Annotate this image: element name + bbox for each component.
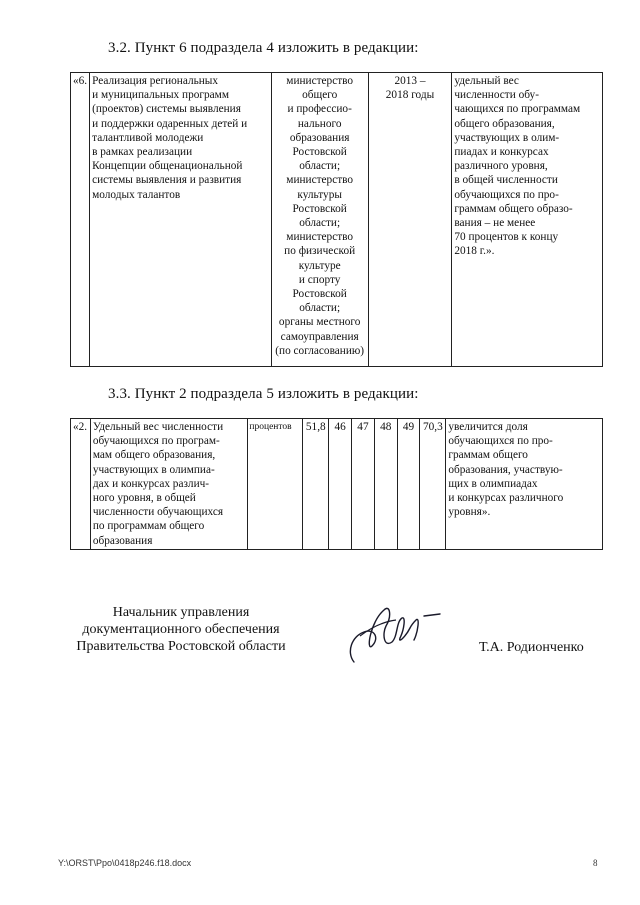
text-line: области; (299, 160, 341, 173)
text-line: Начальник управления (112, 605, 250, 620)
text-line: образования (289, 131, 350, 144)
value-cell: 51,8 (303, 419, 329, 550)
text-line: и муниципальных программ (92, 89, 229, 102)
text-line: участвующих в олим- (454, 131, 560, 144)
text-line: обучающихся по про- (448, 435, 553, 448)
text-line: области; (299, 217, 341, 230)
text-line: пиадах и конкурсах (454, 146, 549, 159)
expected-result-cell (446, 419, 603, 550)
expected-result-cell (452, 73, 603, 367)
table-row (71, 419, 603, 550)
text-line: участвующих в олимпиа- (92, 463, 215, 476)
signatory-position (66, 604, 296, 655)
text-line: 2018 г.». (454, 245, 495, 258)
text-line: численности обучающихся (92, 506, 224, 519)
text-line: документационного обеспечения (82, 622, 280, 637)
text-line: Концепции общенациональной (92, 160, 243, 173)
text-line: Удельный вес численности (92, 421, 224, 433)
text-line: обучающихся по про- (454, 188, 559, 201)
text-line: по программам общего (92, 520, 205, 533)
row-number-cell: «6. (71, 73, 90, 367)
value-cell: 70,3 (420, 419, 446, 550)
text-line: и профессио- (287, 103, 352, 116)
text-line: нального (297, 117, 342, 130)
text-line: по физической (284, 245, 356, 258)
text-line: общего (302, 89, 338, 102)
text-line: и поддержки одаренных детей и (92, 117, 248, 130)
unit-cell: процентов (248, 419, 303, 550)
text-line: Ростовской (292, 146, 347, 159)
value-cell: 49 (397, 419, 420, 550)
text-line: образования, участвую- (448, 463, 563, 476)
text-line: обучающихся по програм- (92, 435, 220, 448)
text-line: вания – не менее (454, 217, 536, 230)
text-line: органы местного (278, 316, 361, 329)
text-line: чающихся по программам (454, 103, 581, 116)
text-line: системы выявления и развития (92, 174, 242, 187)
text-line: (по согласованию) (275, 344, 365, 357)
value-cell: 46 (329, 419, 352, 550)
period-cell (368, 73, 452, 367)
text-line: различного уровня, (454, 160, 548, 173)
text-line: в рамках реализации (92, 146, 193, 159)
text-line: ного уровня, в общей (92, 492, 196, 505)
section-3-2-table (70, 72, 603, 367)
text-line: и конкурсах различного (448, 492, 564, 505)
section-3-2-heading: 3.2. Пункт 6 подраздела 4 изложить в редакции: (108, 40, 419, 56)
text-line: молодых талантов (92, 188, 181, 201)
text-line: дах и конкурсах различ- (92, 477, 210, 490)
page-number: 8 (593, 858, 598, 868)
value-cell: 47 (352, 419, 375, 550)
text-line: Ростовской (292, 288, 347, 301)
text-line: 2013 – (394, 75, 426, 87)
text-line: министерство (286, 75, 354, 87)
text-line: граммам общего (448, 449, 528, 462)
text-line: в общей численности (454, 174, 558, 187)
text-line: Реализация региональных (92, 75, 219, 87)
text-line: численности обу- (454, 89, 539, 102)
section-3-3-table (70, 418, 603, 550)
file-path-footer: Y:\ORST\Ppo\0418p246.f18.docx (58, 858, 192, 868)
text-line: удельный вес (454, 75, 519, 87)
section-3-3-heading: 3.3. Пункт 2 подраздела 5 изложить в редакции: (108, 386, 419, 402)
text-line: образования (92, 534, 153, 547)
row-number-cell: «2. (71, 419, 91, 550)
text-line: граммам общего образо- (454, 202, 573, 215)
value-cell: 48 (374, 419, 397, 550)
text-line: и спорту (298, 273, 341, 286)
text-line: Ростовской (292, 202, 347, 215)
text-line: уровня». (448, 506, 491, 519)
handwritten-signature (340, 592, 450, 677)
text-line: министерство (286, 174, 354, 187)
text-line: культуры (297, 188, 342, 201)
text-line: Правительства Ростовской области (76, 639, 286, 654)
executors-cell (271, 73, 368, 367)
text-line: (проектов) системы выявления (92, 103, 241, 116)
text-line: культуре (298, 259, 341, 272)
text-line: общего образования, (454, 117, 555, 130)
text-line: области; (299, 302, 341, 315)
indicator-cell (90, 419, 248, 550)
text-line: 70 процентов к концу (454, 231, 559, 244)
text-line: 2018 годы (385, 89, 435, 102)
table-row (71, 73, 603, 367)
text-line: щих в олимпиадах (448, 477, 538, 490)
event-title-cell (90, 73, 272, 367)
text-line: министерство (286, 231, 354, 244)
text-line: талантливой молодежи (92, 131, 204, 144)
text-line: самоуправления (280, 330, 359, 343)
signatory-name: Т.А. Родионченко (479, 640, 584, 655)
text-line: мам общего образования, (92, 449, 216, 462)
text-line: увеличится доля (448, 421, 528, 433)
